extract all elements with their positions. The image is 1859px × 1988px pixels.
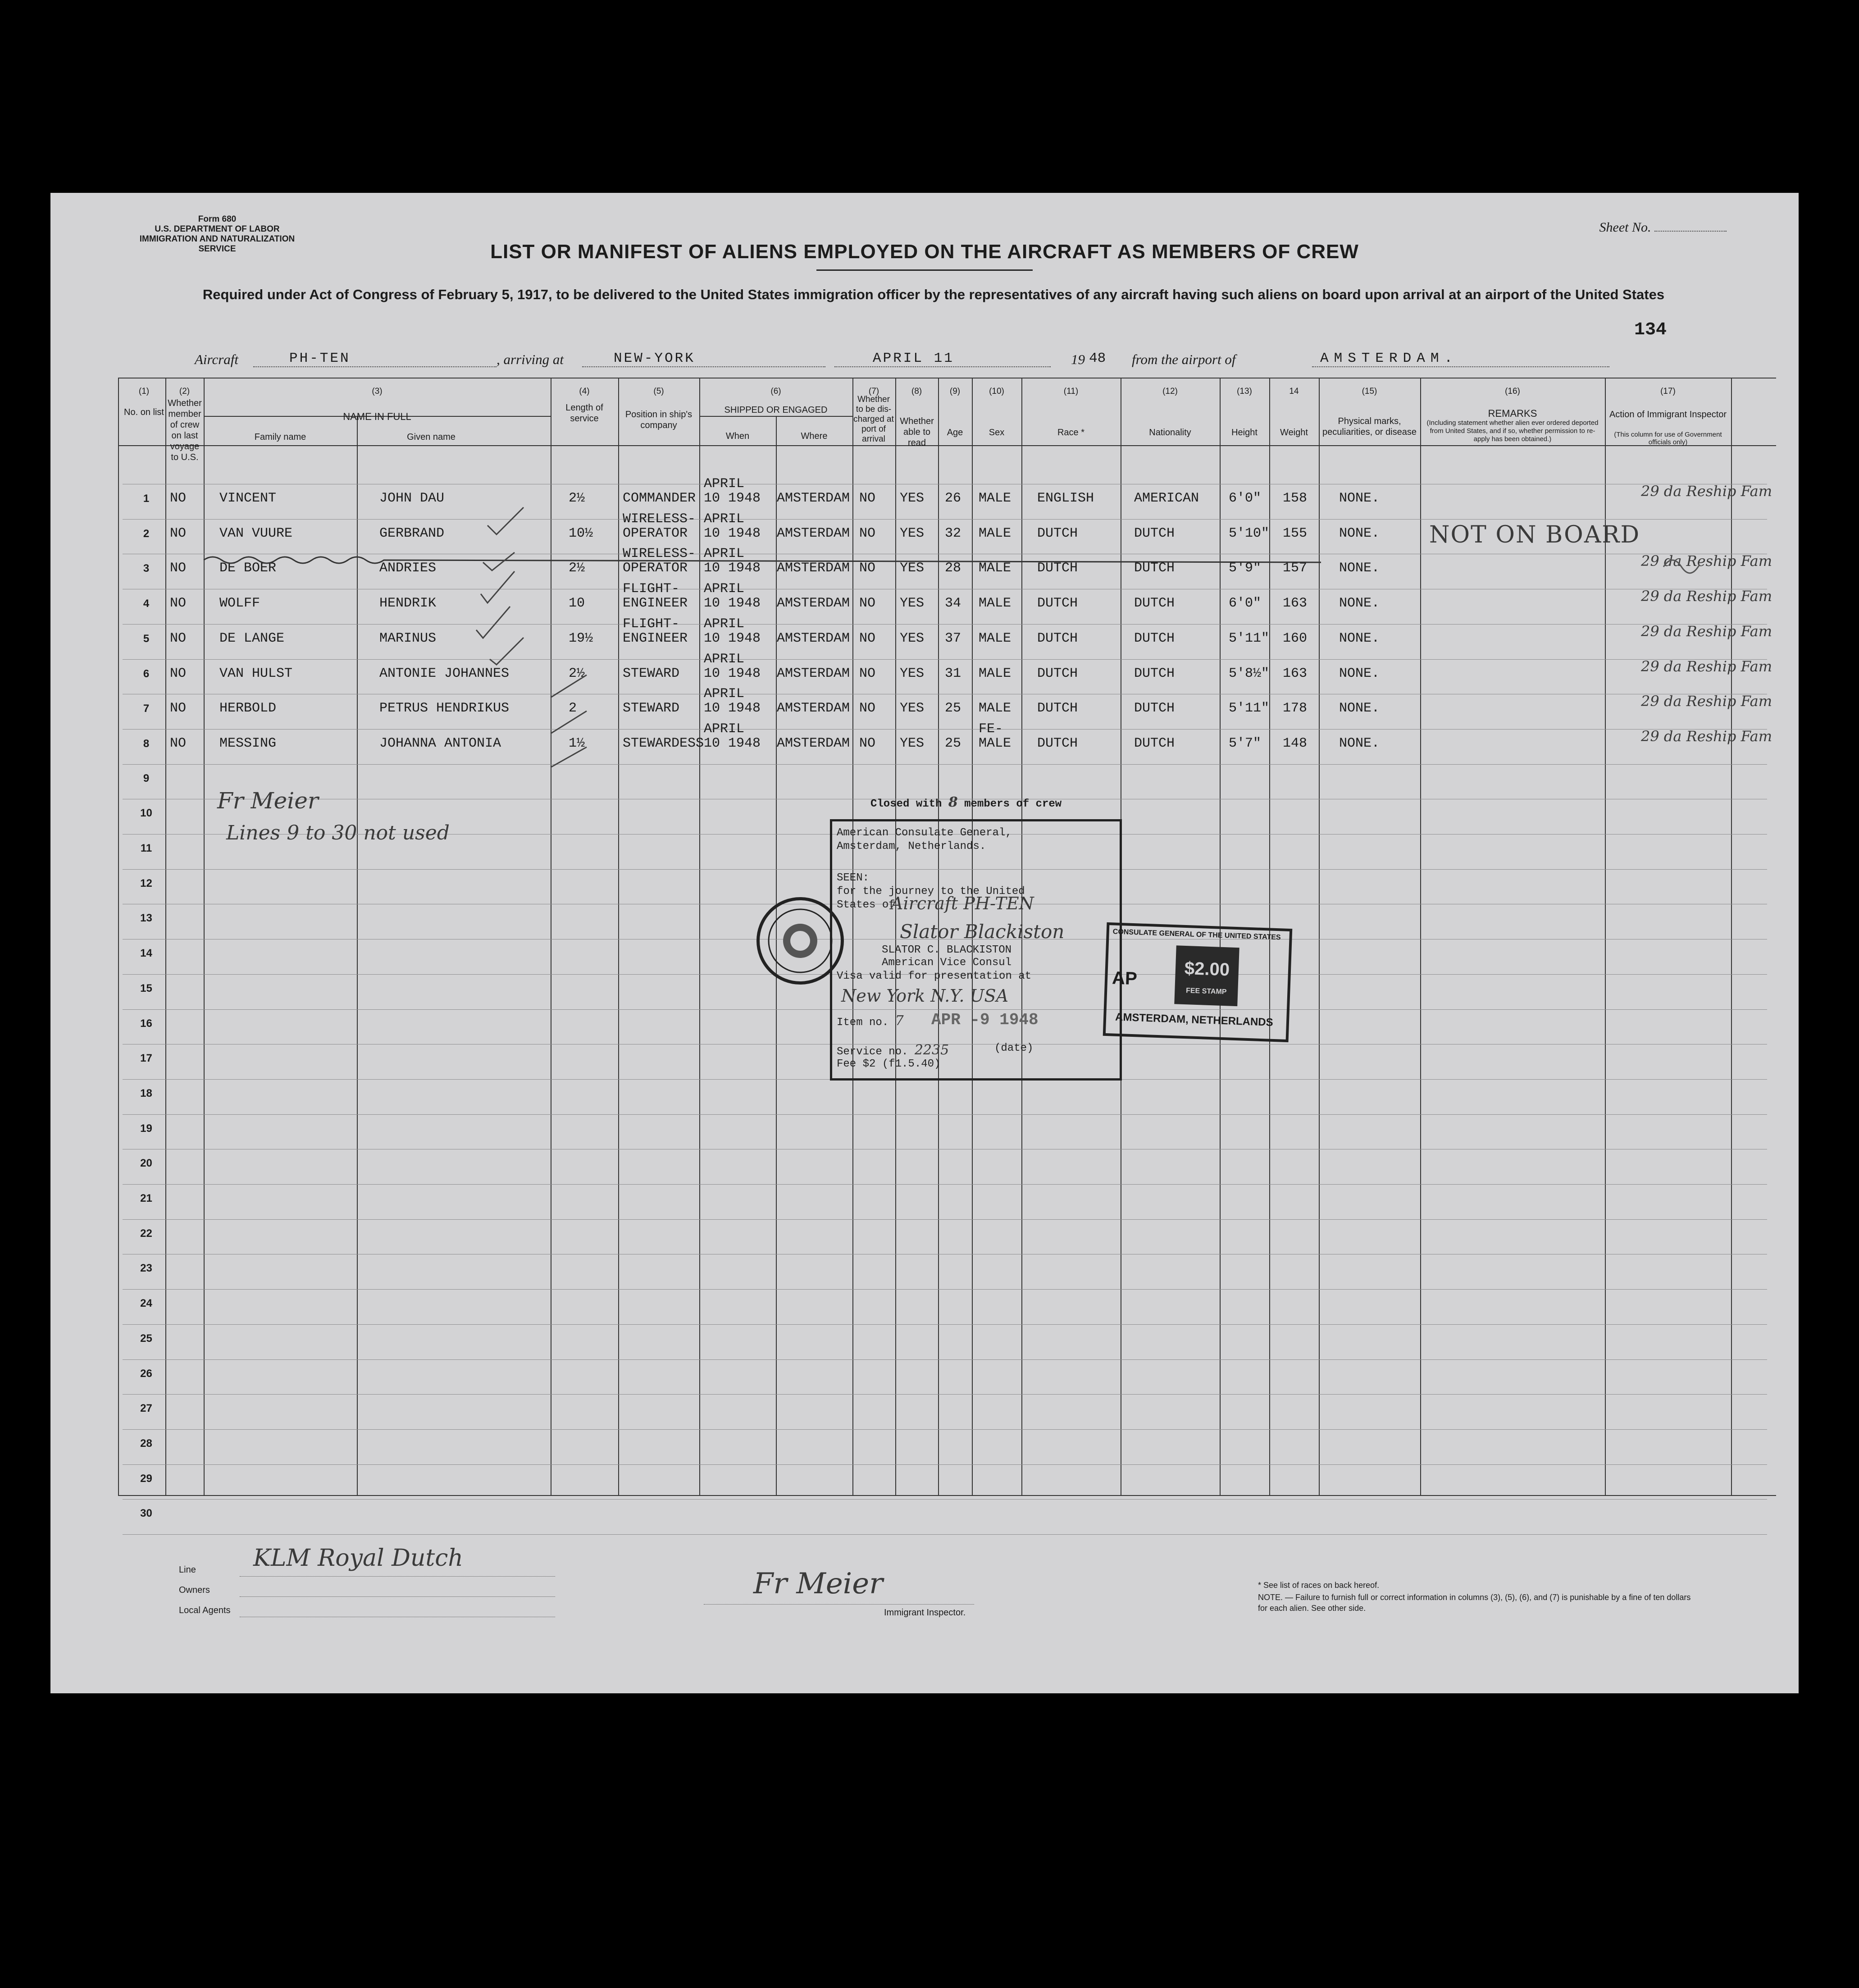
row-when: 10 1948: [704, 596, 761, 611]
consular-line-1: American Consulate General,: [837, 827, 1012, 839]
row-where: AMSTERDAM: [777, 525, 850, 541]
footer-line-label: Line: [179, 1565, 196, 1575]
row-given-name: JOHANNA ANTONIA: [379, 735, 501, 751]
row-given-name: ANTONIE JOHANNES: [379, 666, 510, 681]
consular-signature: Slator Blackiston: [900, 921, 1065, 943]
aircraft-value: PH-TEN: [289, 351, 351, 366]
row-number: 7: [143, 702, 150, 715]
row-number: 3: [143, 562, 150, 575]
row-physical: NONE.: [1339, 525, 1380, 541]
aircraft-label: Aircraft: [195, 351, 239, 367]
header-position: Position in ship's company: [625, 410, 693, 430]
header-nationality: Nationality: [1149, 428, 1191, 438]
col-num-17: (17): [1660, 387, 1676, 396]
line-number: 18: [140, 1087, 152, 1099]
consular-item-label: Item no.: [837, 1017, 889, 1029]
arrival-year: 48: [1089, 351, 1106, 366]
header-sex: Sex: [989, 428, 1005, 438]
col-num-1: (1): [138, 387, 150, 396]
row-weight: 157: [1283, 561, 1308, 576]
row-number: 2: [143, 527, 150, 540]
row-when: APRIL: [704, 476, 745, 492]
row-race: ENGLISH: [1037, 491, 1094, 506]
row-when: APRIL: [704, 651, 745, 667]
row-member: NO: [170, 735, 187, 751]
row-family-name: DE LANGE: [219, 630, 285, 646]
row-family-name: WOLFF: [219, 596, 260, 611]
row-discharged: NO: [859, 630, 876, 646]
row-when: 10 1948: [704, 666, 761, 681]
row-position: ENGINEER: [623, 596, 688, 611]
row-length: 10½: [569, 525, 593, 541]
page-number: 134: [1634, 320, 1667, 340]
row-position: FLIGHT-: [623, 616, 680, 632]
fee-stamp-partial-date: AP: [1112, 968, 1138, 989]
row-age: 32: [945, 525, 961, 541]
footer-owners-rule: [240, 1596, 555, 1597]
row-action: 29 da Reship Fam: [1641, 657, 1772, 675]
header-no: No. on list: [124, 407, 164, 417]
consular-aircraft: Aircraft PH-TEN: [891, 894, 1034, 913]
manifest-sheet: [50, 193, 1799, 1693]
consular-states-of: States of: [837, 899, 895, 911]
row-weight: 160: [1283, 630, 1308, 646]
header-action-note: (This column for use of Government officials only): [1614, 431, 1722, 446]
row-number: 5: [143, 632, 150, 645]
row-when: APRIL: [704, 581, 745, 597]
line-number: 14: [140, 947, 152, 960]
row-weight: 158: [1283, 491, 1308, 506]
line-number: 15: [140, 982, 152, 994]
consular-stamp: [830, 819, 1122, 1081]
fee-stamp: [1174, 945, 1239, 1006]
row-given-name: MARINUS: [379, 630, 437, 646]
row-when: APRIL: [704, 721, 745, 737]
line-number: 27: [140, 1402, 152, 1415]
col-num-11: (11): [1063, 387, 1079, 396]
row-sex: MALE: [979, 596, 1012, 611]
row-when: APRIL: [704, 616, 745, 632]
row-read: YES: [900, 561, 925, 576]
header-family: Family name: [254, 432, 306, 442]
row-action: 29 da Reship Fam: [1641, 727, 1772, 745]
row-age: 25: [945, 735, 961, 751]
row-position: ENGINEER: [623, 630, 688, 646]
fee-stamp-label: FEE STAMP: [1185, 987, 1227, 996]
consular-date-stamp: APR -9 1948: [931, 1011, 1039, 1029]
row-action: 29 da Reship Fam: [1641, 622, 1772, 640]
fee-stamp-footer: AMSTERDAM, NETHERLANDS: [1115, 1011, 1274, 1029]
row-member: NO: [170, 491, 187, 506]
closed-with-suffix: members of crew: [964, 798, 1062, 810]
row-race: DUTCH: [1037, 701, 1078, 716]
row-age: 31: [945, 666, 961, 681]
header-age: Age: [947, 428, 963, 438]
row-weight: 148: [1283, 735, 1308, 751]
row-discharged: NO: [859, 561, 876, 576]
row-position: WIRELESS-: [623, 511, 696, 527]
line-number: 11: [140, 842, 152, 854]
row-physical: NONE.: [1339, 735, 1380, 751]
row-action: 29 da Reship Fam: [1641, 693, 1772, 710]
col-num-3: (3): [372, 387, 383, 396]
row-length: 2½: [569, 666, 585, 681]
consular-valid-place: New York N.Y. USA: [841, 986, 1009, 1006]
footer-line-value: KLM Royal Dutch: [253, 1545, 463, 1572]
row-family-name: VINCENT: [219, 491, 277, 506]
row-member: NO: [170, 630, 187, 646]
row-physical: NONE.: [1339, 561, 1380, 576]
line-number: 10: [140, 807, 152, 820]
form-department: U.S. DEPARTMENT OF LABOR: [155, 224, 280, 234]
consular-fee: Fee $2 (f1.5.40): [837, 1058, 941, 1070]
header-length: Length of service: [565, 403, 603, 424]
row-height: 6'0": [1229, 596, 1262, 611]
col-num-12: (12): [1162, 387, 1178, 396]
row-remarks: NOT ON BOARD: [1429, 521, 1640, 548]
row-position: COMMANDER: [623, 491, 696, 506]
sheet-number-label: Sheet No.: [1599, 220, 1651, 235]
row-member: NO: [170, 596, 187, 611]
line-number: 29: [140, 1472, 152, 1485]
row-age: 34: [945, 596, 961, 611]
row-where: AMSTERDAM: [777, 735, 850, 751]
row-member: NO: [170, 525, 187, 541]
check-mark: [551, 675, 587, 698]
closed-with-prefix: Closed with: [870, 798, 942, 810]
from-label: from the airport of: [1132, 351, 1236, 367]
form-service: IMMIGRATION AND NATURALIZATION SERVICE: [139, 234, 295, 254]
header-read: Whether able to read: [900, 416, 934, 448]
row-where: AMSTERDAM: [777, 491, 850, 506]
line-number: 17: [140, 1052, 152, 1065]
row-race: DUTCH: [1037, 596, 1078, 611]
row-family-name: HERBOLD: [219, 701, 277, 716]
row-age: 28: [945, 561, 961, 576]
row-physical: NONE.: [1339, 596, 1380, 611]
handwritten-signature: Fr Meier: [217, 788, 319, 814]
row-nationality: DUTCH: [1134, 666, 1175, 681]
row-when: APRIL: [704, 546, 745, 562]
row-when: 10 1948: [704, 630, 761, 646]
row-race: DUTCH: [1037, 561, 1078, 576]
row-nationality: DUTCH: [1134, 701, 1175, 716]
row-position: OPERATOR: [623, 525, 688, 541]
row-when: 10 1948: [704, 701, 761, 716]
row-when: 10 1948: [704, 735, 761, 751]
header-member: Whether member of crew on last voyage to U.S.: [168, 398, 202, 462]
row-where: AMSTERDAM: [777, 596, 850, 611]
check-mark: [476, 606, 510, 638]
row-height: 5'8½": [1229, 666, 1270, 681]
check-mark: [488, 507, 524, 534]
line-number: 28: [140, 1437, 152, 1450]
line-number: 24: [140, 1297, 152, 1310]
row-physical: NONE.: [1339, 666, 1380, 681]
row-sex: MALE: [979, 666, 1012, 681]
row-length: 10: [569, 596, 585, 611]
page-subtitle: Required under Act of Congress of February 5, 1917, to be delivered to the United States immigration officer by the representatives of any aircraft having such aliens on board upon arrival at an airport of the United States: [202, 287, 1665, 302]
row-position: OPERATOR: [623, 561, 688, 576]
row-action: 29 da Reship Fam: [1641, 483, 1772, 500]
header-where: Where: [801, 431, 828, 441]
row-position: STEWARDESS: [623, 735, 704, 751]
col-num-5: (5): [653, 387, 664, 396]
seal-emblem: [760, 900, 841, 981]
row-discharged: NO: [859, 596, 876, 611]
row-number: 6: [143, 667, 150, 680]
form-number: Form 680: [198, 214, 237, 224]
header-race: Race *: [1057, 428, 1085, 438]
row-height: 5'7": [1229, 735, 1262, 751]
row-family-name: DE BOER: [219, 561, 277, 576]
row-nationality: DUTCH: [1134, 561, 1175, 576]
fee-stamp-amount: $2.00: [1184, 958, 1230, 980]
row-member: NO: [170, 561, 187, 576]
row-position: STEWARD: [623, 666, 680, 681]
row-weight: 163: [1283, 666, 1308, 681]
consular-line-2: Amsterdam, Netherlands.: [837, 840, 986, 853]
row-race: DUTCH: [1037, 525, 1078, 541]
arriving-value: NEW-YORK: [614, 351, 695, 366]
line-number: 19: [140, 1122, 152, 1135]
row-where: AMSTERDAM: [777, 666, 850, 681]
header-action: Action of Immigrant Inspector: [1609, 410, 1727, 419]
row-nationality: DUTCH: [1134, 525, 1175, 541]
row-height: 6'0": [1229, 491, 1262, 506]
row-member: NO: [170, 701, 187, 716]
row-age: 37: [945, 630, 961, 646]
row-length: 1½: [569, 735, 585, 751]
row-sex: MALE: [979, 630, 1012, 646]
check-mark: [490, 638, 524, 665]
row-rule: [123, 1534, 1767, 1535]
remarks-initials-scribble: [1663, 560, 1700, 573]
consular-journey: for the journey to the United: [837, 885, 1025, 898]
header-physical: Physical marks, peculiarities, or disease: [1322, 416, 1417, 437]
row-given-name: GERBRAND: [379, 525, 445, 541]
line-number: 21: [140, 1192, 152, 1204]
row-given-name: PETRUS HENDRIKUS: [379, 701, 510, 716]
header-name: NAME IN FULL: [343, 411, 411, 422]
header-discharged: Whether to be dis-charged at port of arrival: [853, 395, 894, 444]
row-read: YES: [900, 701, 925, 716]
consular-item: [837, 1013, 904, 1029]
check-mark: [551, 747, 587, 767]
col-num-6: (6): [770, 387, 781, 396]
row-when: 10 1948: [704, 491, 761, 506]
row-position: STEWARD: [623, 701, 680, 716]
row-height: 5'11": [1229, 701, 1270, 716]
row-length: 19½: [569, 630, 593, 646]
row-nationality: AMERICAN: [1134, 491, 1199, 506]
row-sex: FE-: [979, 721, 1003, 737]
header-height: Height: [1231, 428, 1258, 438]
closed-with-count: 8: [948, 794, 958, 810]
arrival-date: APRIL 11: [873, 351, 954, 366]
consular-service-label: Service no.: [837, 1046, 908, 1058]
row-sex: MALE: [979, 525, 1012, 541]
strikethrough-line: [204, 557, 1321, 563]
line-number: 12: [140, 877, 152, 889]
row-discharged: NO: [859, 525, 876, 541]
line-number: 23: [140, 1262, 152, 1275]
line-number: 26: [140, 1367, 152, 1380]
col-num-7: (7): [868, 387, 879, 396]
row-height: 5'9": [1229, 561, 1262, 576]
from-value: AMSTERDAM.: [1320, 351, 1458, 366]
row-weight: 163: [1283, 596, 1308, 611]
row-discharged: NO: [859, 491, 876, 506]
row-weight: 178: [1283, 701, 1308, 716]
line-number: 30: [140, 1507, 152, 1520]
footer-races-note: * See list of races on back hereof.: [1258, 1581, 1380, 1590]
row-age: 25: [945, 701, 961, 716]
consular-officer-title: American Vice Consul: [882, 957, 1012, 969]
header-when: When: [725, 431, 750, 441]
row-read: YES: [900, 735, 925, 751]
row-sex: MALE: [979, 561, 1012, 576]
row-where: AMSTERDAM: [777, 701, 850, 716]
row-length: 2½: [569, 491, 585, 506]
consular-service: [837, 1042, 949, 1058]
arriving-label: , arriving at: [497, 351, 564, 367]
handwritten-lines-note: Lines 9 to 30 not used: [226, 821, 450, 844]
col-num-16: (16): [1505, 387, 1520, 396]
header-remarks-note: (Including statement whether alien ever ordered deported from United States, and if so, whether permission to re-apply has been obtained.): [1426, 419, 1599, 443]
header-remarks: REMARKS: [1488, 408, 1537, 419]
col-num-10: (10): [989, 387, 1004, 396]
row-weight: 155: [1283, 525, 1308, 541]
line-number: 22: [140, 1227, 152, 1240]
row-physical: NONE.: [1339, 701, 1380, 716]
row-sex: MALE: [979, 491, 1012, 506]
footer-owners-label: Owners: [179, 1585, 210, 1595]
header-weight: Weight: [1280, 428, 1308, 438]
row-action: 29 da Reship Fam: [1641, 588, 1772, 605]
row-height: 5'10": [1229, 525, 1270, 541]
consular-officer: SLATOR C. BLACKISTON: [882, 944, 1012, 956]
col-num-15: (15): [1362, 387, 1377, 396]
check-mark: [551, 711, 587, 734]
row-read: YES: [900, 525, 925, 541]
row-age: 26: [945, 491, 961, 506]
row-family-name: MESSING: [219, 735, 277, 751]
row-when: APRIL: [704, 686, 745, 702]
row-number: 1: [143, 492, 150, 505]
col-num-14: 14: [1289, 387, 1299, 396]
year-prefix: 19: [1071, 351, 1085, 367]
closed-with-note: [870, 794, 1062, 810]
fee-stamp-header: CONSULATE GENERAL OF THE UNITED STATES: [1112, 928, 1281, 942]
row-read: YES: [900, 630, 925, 646]
col-num-4: (4): [579, 387, 590, 396]
row-read: YES: [900, 596, 925, 611]
line-number: 25: [140, 1332, 152, 1345]
fee-stamp-box: [1103, 922, 1293, 1042]
col-num-8: (8): [911, 387, 922, 396]
consular-item-number: 7: [895, 1013, 904, 1029]
row-given-name: JOHN DAU: [379, 491, 445, 506]
row-physical: NONE.: [1339, 630, 1380, 646]
row-discharged: NO: [859, 701, 876, 716]
consular-service-number: 2235: [914, 1042, 949, 1058]
row-length: 2½: [569, 561, 585, 576]
col-num-9: (9): [949, 387, 961, 396]
row-race: DUTCH: [1037, 735, 1078, 751]
row-length: 2: [569, 701, 577, 716]
line-number: 20: [140, 1157, 152, 1170]
col-num-13: (13): [1237, 387, 1252, 396]
header-shipped: SHIPPED OR ENGAGED: [724, 405, 828, 415]
row-family-name: VAN HULST: [219, 666, 293, 681]
row-discharged: NO: [859, 735, 876, 751]
consular-seen: SEEN:: [837, 872, 870, 884]
row-given-name: ANDRIES: [379, 561, 437, 576]
row-nationality: DUTCH: [1134, 596, 1175, 611]
header-given: Given name: [407, 432, 456, 442]
row-sex: MALE: [979, 735, 1012, 751]
row-sex: MALE: [979, 701, 1012, 716]
row-when: APRIL: [704, 511, 745, 527]
row-family-name: VAN VUURE: [219, 525, 293, 541]
row-height: 5'11": [1229, 630, 1270, 646]
inspector-rule: [704, 1604, 974, 1605]
row-position: WIRELESS-: [623, 546, 696, 562]
row-read: YES: [900, 491, 925, 506]
row-discharged: NO: [859, 666, 876, 681]
row-race: DUTCH: [1037, 666, 1078, 681]
row-number: 4: [143, 597, 150, 610]
line-number: 9: [143, 772, 150, 784]
row-member: NO: [170, 666, 187, 681]
row-when: 10 1948: [704, 561, 761, 576]
col-num-2: (2): [179, 387, 190, 396]
consular-valid: Visa valid for presentation at: [837, 970, 1032, 982]
inspector-label: Immigrant Inspector.: [884, 1608, 966, 1618]
inspector-signature: Fr Meier: [753, 1567, 883, 1600]
row-action: 29 da Reship Fam: [1641, 552, 1772, 570]
check-mark: [483, 552, 515, 570]
line-number: 13: [140, 912, 152, 925]
row-when: 10 1948: [704, 525, 761, 541]
row-race: DUTCH: [1037, 630, 1078, 646]
row-given-name: HENDRIK: [379, 596, 437, 611]
page-title: LIST OR MANIFEST OF ALIENS EMPLOYED ON THE AIRCRAFT AS MEMBERS OF CREW: [490, 241, 1359, 263]
footer-line-rule: [240, 1576, 555, 1577]
row-physical: NONE.: [1339, 491, 1380, 506]
row-nationality: DUTCH: [1134, 630, 1175, 646]
footer-fine-note: NOTE. — Failure to furnish full or correct information in columns (3), (5), (6), and (7) is punishable by a fine of ten dollars for each alien. See other side.: [1258, 1593, 1691, 1613]
row-read: YES: [900, 666, 925, 681]
line-number: 16: [140, 1017, 152, 1030]
footer-agents-label: Local Agents: [179, 1605, 231, 1615]
row-nationality: DUTCH: [1134, 735, 1175, 751]
row-number: 8: [143, 737, 150, 750]
row-position: FLIGHT-: [623, 581, 680, 597]
check-mark: [481, 571, 515, 603]
row-where: AMSTERDAM: [777, 630, 850, 646]
consular-date-label: (date): [994, 1042, 1034, 1054]
row-where: AMSTERDAM: [777, 561, 850, 576]
